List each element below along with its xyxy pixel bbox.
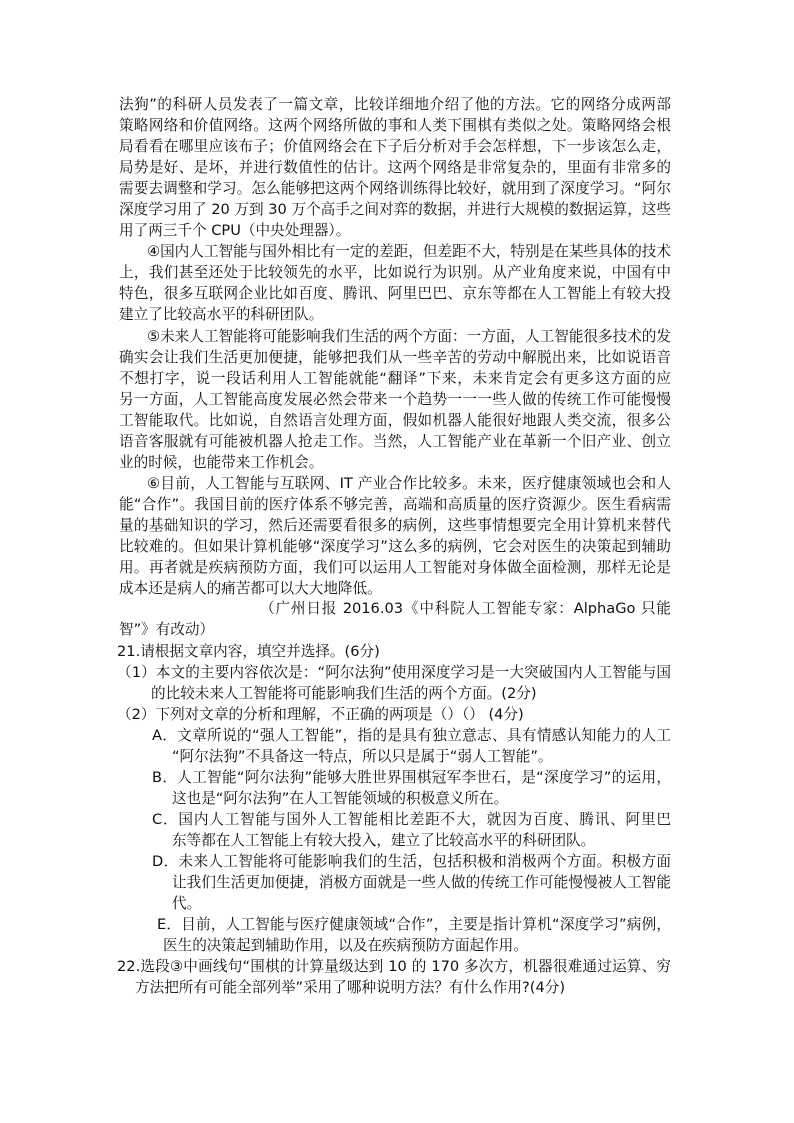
text-line: （广州日报 2016.03《中科院人工智能专家：AlphaGo 只能 (260, 600, 671, 617)
text-line: 东等都在人工智能上有较大投入，建立了比较高水平的科研团队。 (172, 832, 596, 849)
text-line: 策略网络和价值网络。这两个网络所做的事和人类下围棋有类似之处。策略网络会根 (119, 117, 671, 134)
text-line: 深度学习用了 20 万到 30 万个高手之间对弈的数据，并进行大规模的数据运算，这些 (119, 201, 671, 218)
text-line: 业的时候，也能带来工作机会。 (119, 454, 324, 471)
text-line: 法狗”的科研人员发表了一篇文章，比较详细地介绍了他的方法。它的网络分成两部 (119, 96, 671, 113)
text-line: 用了两三千个 CPU（中央处理器）。 (119, 222, 351, 239)
text-line: 代。 (172, 895, 202, 912)
text-line: D．未来人工智能将可能影响我们的生活，包括积极和消极两个方面。积极方面 (152, 853, 671, 870)
text-line: 22.选段③中画线句“围棋的计算量级达到 10 的 170 多次方，机器很难通过运算、穷 (117, 958, 671, 975)
text-line: 局看看在哪里应该布子；价值网络会在下子后分析对手会怎样想，下一步该怎么走， (119, 138, 671, 155)
text-line: （2）下列对文章的分析和理解，不正确的两项是（）（） (4分) (117, 706, 524, 723)
text-line: 不想打字，说一段话利用人工智能就能“翻译”下来，未来肯定会有更多这方面的应 (119, 370, 671, 387)
text-line: 能“合作”。我国目前的医疗体系不够完善，高端和高质量的医疗资源少。医生看病需 (119, 496, 671, 513)
text-line: （1）本文的主要内容依次是：“阿尔法狗”使用深度学习是一大突破国内人工智能与国 (117, 664, 671, 681)
text-line: ⑤未来人工智能将可能影响我们生活的两个方面：一方面，人工智能很多技术的发 (147, 328, 671, 345)
text-line: 语音客服就有可能被机器人抢走工作。当然，人工智能产业在革新一个旧产业、创立 (119, 433, 671, 450)
text-line: 上，我们甚至还处于比较领先的水平，比如说行为识别。从产业角度来说，中国有中 (119, 264, 671, 281)
text-line: 特色，很多互联网企业比如百度、腾讯、阿里巴巴、京东等都在人工智能上有较大投 (119, 285, 671, 302)
text-line: 需要去调整和学习。怎么能够把这两个网络训练得比较好，就用到了深度学习。“阿尔 (119, 180, 671, 197)
text-line: 这也是“阿尔法狗”在人工智能领域的积极意义所在。 (172, 790, 509, 807)
text-line: 方法把所有可能全部列举”采用了哪种说明方法？有什么作用?(4分) (135, 979, 566, 996)
text-line: 智”》有改动） (119, 621, 215, 638)
text-line: 局势是好、是坏，并进行数值性的估计。这两个网络是非常复杂的，里面有非常多的 (119, 159, 671, 176)
text-line: 工智能取代。比如说，自然语言处理方面，假如机器人能很好地跟人类交流，很多公 (119, 412, 671, 429)
text-line: 比较难的。但如果计算机能够“深度学习”这么多的病例，它会对医生的决策起到辅助 (119, 538, 671, 555)
text-line: A．文章所说的“强人工智能”，指的是具有独立意志、具有情感认知能力的人工 (152, 727, 671, 744)
text-line: 确实会让我们生活更加便捷，能够把我们从一些辛苦的劳动中解脱出来，比如说语音 (119, 349, 671, 366)
text-line: ⑥目前，人工智能与互联网、IT 产业合作比较多。未来，医疗健康领域也会和人 (147, 475, 671, 492)
text-line: “阿尔法狗”不具备这一特点，所以只是属于“弱人工智能”。 (172, 748, 553, 765)
text-line: ④国内人工智能与国外相比有一定的差距，但差距不大，特别是在某些具体的技术 (147, 243, 671, 260)
text-line: C．国内人工智能与国外人工智能相比差距不大，就因为百度、腾讯、阿里巴 (152, 811, 671, 828)
text-line: B．人工智能“阿尔法狗”能够大胜世界围棋冠军李世石，是“深度学习”的运用， (152, 769, 671, 786)
text-line: 的比较未来人工智能将可能影响我们生活的两个方面。(2分) (151, 685, 537, 702)
text-line: 用。再者就是疾病预防方面，我们可以运用人工智能对身体做全面检测，那样无论是 (119, 559, 671, 576)
text-line: 量的基础知识的学习，然后还需要看很多的病例，这些事情想要完全用计算机来替代 (119, 517, 671, 534)
text-line: 成本还是病人的痛苦都可以大大地降低。 (119, 580, 382, 597)
text-line: 医生的决策起到辅助作用，以及在疾病预防方面起作用。 (163, 937, 528, 954)
text-line: 让我们生活更加便捷，消极方面就是一些人做的传统工作可能慢慢被人工智能 (172, 874, 671, 891)
text-line: 另一方面，人工智能高度发展必然会带来一个趋势一一一些人做的传统工作可能慢慢 (119, 391, 671, 408)
text-line: E．目前，人工智能与医疗健康领域“合作”，主要是指计算机“深度学习”病例， (157, 916, 671, 933)
text-line: 21.请根据文章内容，填空并选择。(6分) (117, 643, 380, 660)
text-line: 建立了比较高水平的科研团队。 (119, 306, 324, 323)
